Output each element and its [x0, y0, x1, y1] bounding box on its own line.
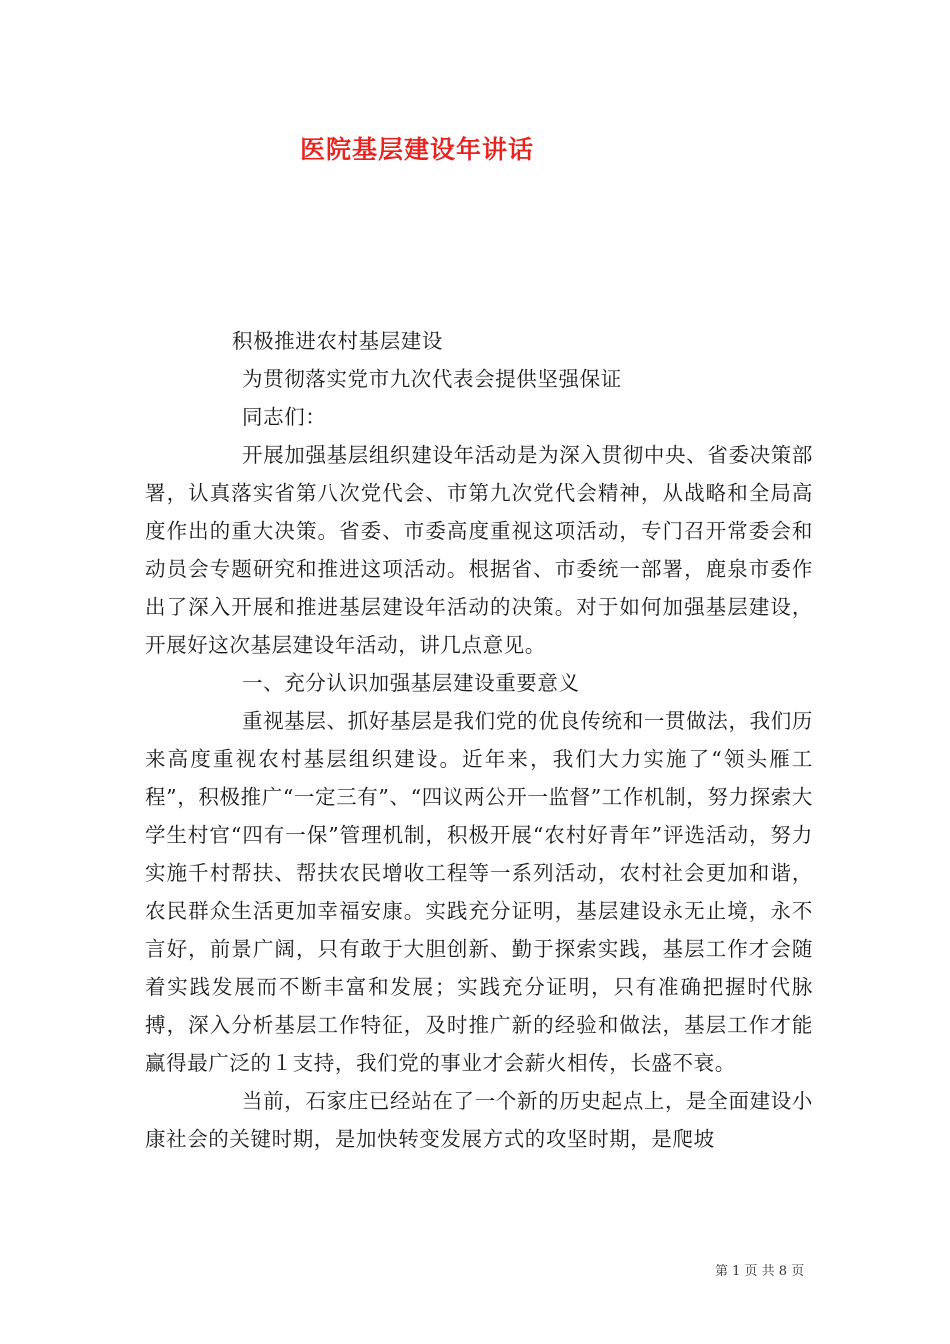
- paragraph: 开展加强基层组织建设年活动是为深入贯彻中央、省委决策部署，认真落实省第八次党代会、市第九次党代会精神，从战略和全局高度作出的重大决策。省委、市委高度重视这项活动，专门召开常委会和动员会专题研究和推进这项活动。根据省、市委统一部署，鹿泉市委作出了深入开展和推进基层建设年活动的决策。对于如何加强基层建设，开展好这次基层建设年活动，讲几点意见。: [145, 443, 813, 657]
- subtitle-line-1: 积极推进农村基层建设: [232, 329, 443, 353]
- document-body: [145, 322, 813, 1158]
- section-heading: 一、充分认识加强基层建设重要意义: [242, 671, 580, 695]
- paragraph: 当前，石家庄已经站在了一个新的历史起点上，是全面建设小康社会的关键时期，是加快转变发展方式的攻坚时期，是爬坡: [145, 1089, 813, 1151]
- paragraph: 重视基层、抓好基层是我们党的优良传统和一贯做法，我们历来高度重视农村基层组织建设。近年来，我们大力实施了“领头雁工程”，积极推广“一定三有”、“四议两公开一监督”工作机制，努力探索大学生村官“四有一保”管理机制，积极开展“农村好青年”评选活动，努力实施千村帮扶、帮扶农民增收工程等一系列活动，农村社会更加和谐，农民群众生活更加幸福安康。实践充分证明，基层建设永无止境，永不言好，前景广阔，只有敢于大胆创新、勤于探索实践，基层工作才会随着实践发展而不断丰富和发展；实践充分证明，只有准确把握时代脉搏，深入分析基层工作特征，及时推广新的经验和做法，基层工作才能赢得最广泛的１支持，我们党的事业才会薪火相传，长盛不衰。: [145, 709, 813, 1075]
- greeting: 同志们：: [242, 405, 327, 429]
- subtitle-line-2: 为贯彻落实党市九次代表会提供坚强保证: [242, 367, 622, 391]
- document-title: 医院基层建设年讲话: [300, 135, 535, 164]
- page-number-footer: 第 1 页 共 8 页: [715, 1264, 805, 1279]
